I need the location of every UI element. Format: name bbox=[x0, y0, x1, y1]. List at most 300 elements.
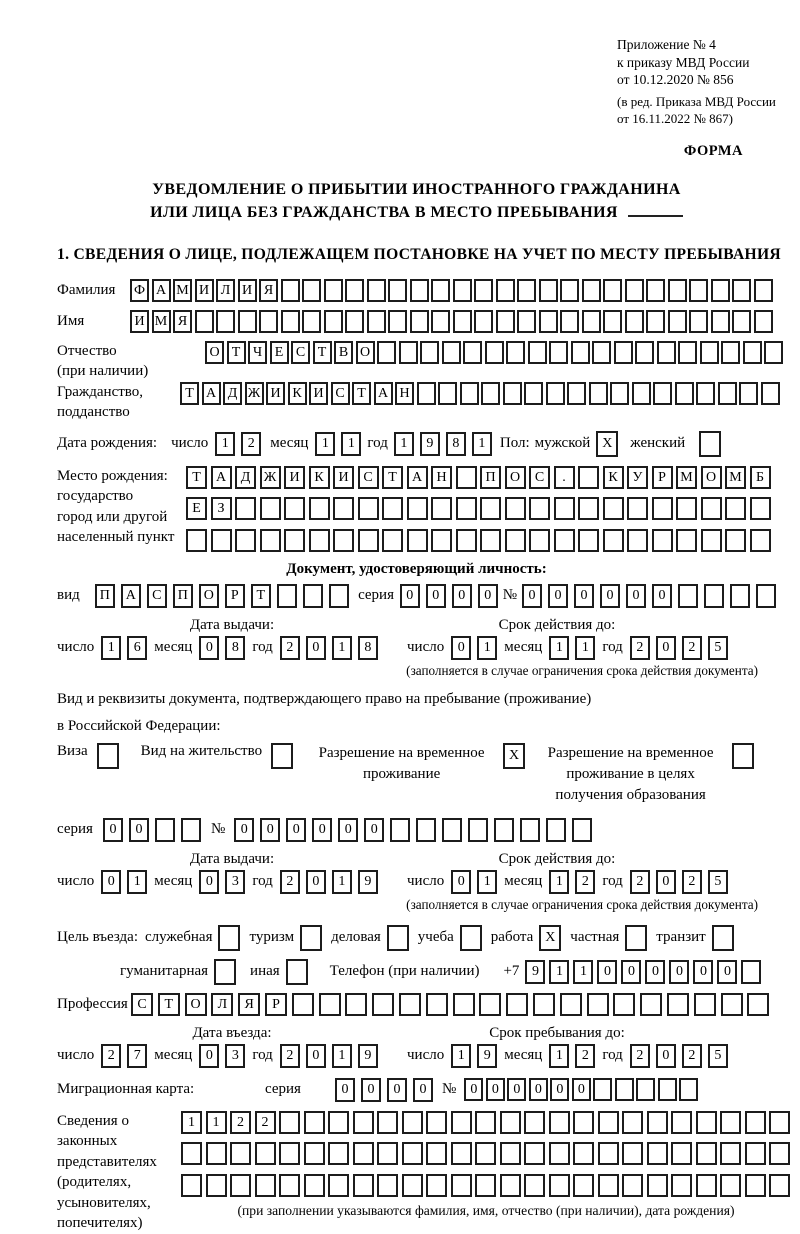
char-box[interactable] bbox=[505, 497, 526, 520]
char-box[interactable] bbox=[417, 382, 436, 405]
char-box[interactable]: 1 bbox=[341, 432, 361, 456]
char-box[interactable] bbox=[721, 341, 740, 364]
char-box[interactable] bbox=[431, 279, 450, 302]
char-box[interactable]: 0 bbox=[426, 584, 446, 608]
char-box[interactable]: 0 bbox=[656, 636, 676, 660]
char-box[interactable]: М bbox=[173, 279, 192, 302]
char-box[interactable] bbox=[407, 529, 428, 552]
char-box[interactable]: Ж bbox=[260, 466, 281, 489]
char-box[interactable]: А bbox=[152, 279, 171, 302]
char-box[interactable] bbox=[549, 1111, 570, 1134]
char-box[interactable]: 1 bbox=[181, 1111, 202, 1134]
char-box[interactable] bbox=[494, 818, 514, 842]
char-box[interactable] bbox=[549, 1174, 570, 1197]
char-box[interactable]: 0 bbox=[234, 818, 254, 842]
char-box[interactable] bbox=[560, 279, 579, 302]
char-box[interactable]: 0 bbox=[306, 636, 326, 660]
char-box[interactable] bbox=[304, 1142, 325, 1165]
char-box[interactable] bbox=[720, 1142, 741, 1165]
char-box[interactable]: X bbox=[539, 925, 561, 951]
char-box[interactable] bbox=[573, 1111, 594, 1134]
char-box[interactable]: 1 bbox=[549, 636, 569, 660]
char-box[interactable] bbox=[646, 310, 665, 333]
char-box[interactable]: 5 bbox=[708, 870, 728, 894]
char-box[interactable]: Т bbox=[251, 584, 271, 608]
char-box[interactable]: 2 bbox=[575, 1044, 595, 1068]
char-box[interactable]: 3 bbox=[225, 1044, 245, 1068]
char-box[interactable] bbox=[678, 341, 697, 364]
char-box[interactable]: 2 bbox=[280, 636, 300, 660]
char-box[interactable] bbox=[387, 925, 409, 951]
char-box[interactable]: 2 bbox=[241, 432, 261, 456]
char-box[interactable] bbox=[475, 1174, 496, 1197]
char-box[interactable]: Т bbox=[313, 341, 332, 364]
char-box[interactable]: 2 bbox=[630, 1044, 650, 1068]
char-box[interactable] bbox=[286, 959, 308, 985]
char-box[interactable] bbox=[372, 993, 394, 1016]
char-box[interactable] bbox=[732, 310, 751, 333]
char-box[interactable] bbox=[505, 529, 526, 552]
char-box[interactable]: Д bbox=[235, 466, 256, 489]
char-box[interactable] bbox=[587, 993, 609, 1016]
char-box[interactable] bbox=[345, 279, 364, 302]
char-box[interactable] bbox=[442, 818, 462, 842]
char-box[interactable] bbox=[696, 1111, 717, 1134]
char-box[interactable] bbox=[668, 310, 687, 333]
char-box[interactable]: Л bbox=[216, 279, 235, 302]
char-box[interactable] bbox=[730, 584, 750, 608]
char-box[interactable] bbox=[367, 279, 386, 302]
char-box[interactable] bbox=[567, 382, 586, 405]
char-box[interactable] bbox=[277, 584, 297, 608]
char-box[interactable] bbox=[754, 310, 773, 333]
char-box[interactable]: Б bbox=[750, 466, 771, 489]
char-box[interactable]: К bbox=[309, 466, 330, 489]
char-box[interactable]: 0 bbox=[199, 636, 219, 660]
char-box[interactable]: 0 bbox=[529, 1078, 548, 1101]
char-box[interactable] bbox=[533, 993, 555, 1016]
char-box[interactable] bbox=[463, 341, 482, 364]
char-box[interactable] bbox=[745, 1174, 766, 1197]
char-box[interactable] bbox=[603, 497, 624, 520]
char-box[interactable] bbox=[646, 279, 665, 302]
char-box[interactable] bbox=[647, 1111, 668, 1134]
char-box[interactable]: Е bbox=[270, 341, 289, 364]
char-box[interactable]: Ф bbox=[130, 279, 149, 302]
char-box[interactable]: С bbox=[131, 993, 153, 1016]
char-box[interactable]: 0 bbox=[522, 584, 542, 608]
char-box[interactable]: 0 bbox=[645, 960, 665, 984]
char-box[interactable]: У bbox=[627, 466, 648, 489]
char-box[interactable]: 0 bbox=[572, 1078, 591, 1101]
char-box[interactable]: П bbox=[480, 466, 501, 489]
char-box[interactable] bbox=[506, 341, 525, 364]
char-box[interactable]: Ж bbox=[245, 382, 264, 405]
char-box[interactable] bbox=[653, 382, 672, 405]
char-box[interactable] bbox=[761, 382, 780, 405]
char-box[interactable] bbox=[438, 382, 457, 405]
char-box[interactable]: 1 bbox=[477, 870, 497, 894]
char-box[interactable]: 1 bbox=[575, 636, 595, 660]
char-box[interactable] bbox=[451, 1174, 472, 1197]
char-box[interactable] bbox=[573, 1174, 594, 1197]
char-box[interactable] bbox=[431, 310, 450, 333]
char-box[interactable] bbox=[303, 584, 323, 608]
char-box[interactable] bbox=[377, 1142, 398, 1165]
char-box[interactable]: Р bbox=[225, 584, 245, 608]
char-box[interactable] bbox=[475, 1111, 496, 1134]
char-box[interactable] bbox=[300, 925, 322, 951]
char-box[interactable]: Л bbox=[211, 993, 233, 1016]
char-box[interactable] bbox=[235, 529, 256, 552]
char-box[interactable]: Я bbox=[259, 279, 278, 302]
char-box[interactable] bbox=[750, 529, 771, 552]
char-box[interactable]: 0 bbox=[652, 584, 672, 608]
char-box[interactable] bbox=[718, 382, 737, 405]
char-box[interactable] bbox=[402, 1174, 423, 1197]
char-box[interactable] bbox=[750, 497, 771, 520]
char-box[interactable]: 1 bbox=[549, 1044, 569, 1068]
char-box[interactable] bbox=[539, 310, 558, 333]
char-box[interactable] bbox=[678, 584, 698, 608]
char-box[interactable] bbox=[769, 1142, 790, 1165]
char-box[interactable]: 6 bbox=[127, 636, 147, 660]
char-box[interactable]: О bbox=[205, 341, 224, 364]
char-box[interactable]: 0 bbox=[656, 1044, 676, 1068]
char-box[interactable] bbox=[657, 341, 676, 364]
char-box[interactable] bbox=[720, 1174, 741, 1197]
char-box[interactable] bbox=[284, 529, 305, 552]
char-box[interactable] bbox=[675, 382, 694, 405]
char-box[interactable] bbox=[679, 1078, 698, 1101]
char-box[interactable] bbox=[754, 279, 773, 302]
char-box[interactable] bbox=[625, 279, 644, 302]
char-box[interactable]: . bbox=[554, 466, 575, 489]
char-box[interactable]: 0 bbox=[548, 584, 568, 608]
char-box[interactable] bbox=[622, 1174, 643, 1197]
char-box[interactable] bbox=[578, 497, 599, 520]
char-box[interactable] bbox=[711, 310, 730, 333]
char-box[interactable] bbox=[603, 310, 622, 333]
char-box[interactable]: 0 bbox=[600, 584, 620, 608]
char-box[interactable] bbox=[216, 310, 235, 333]
char-box[interactable]: 2 bbox=[280, 1044, 300, 1068]
char-box[interactable] bbox=[546, 818, 566, 842]
char-box[interactable] bbox=[524, 382, 543, 405]
char-box[interactable] bbox=[451, 1111, 472, 1134]
char-box[interactable] bbox=[529, 529, 550, 552]
char-box[interactable] bbox=[614, 341, 633, 364]
char-box[interactable] bbox=[259, 310, 278, 333]
char-box[interactable]: 0 bbox=[199, 870, 219, 894]
char-box[interactable] bbox=[635, 341, 654, 364]
char-box[interactable] bbox=[407, 497, 428, 520]
char-box[interactable]: И bbox=[284, 466, 305, 489]
char-box[interactable] bbox=[745, 1142, 766, 1165]
char-box[interactable] bbox=[255, 1142, 276, 1165]
char-box[interactable] bbox=[480, 529, 501, 552]
char-box[interactable]: 1 bbox=[127, 870, 147, 894]
char-box[interactable] bbox=[743, 341, 762, 364]
char-box[interactable] bbox=[701, 529, 722, 552]
char-box[interactable]: А bbox=[202, 382, 221, 405]
char-box[interactable] bbox=[474, 310, 493, 333]
char-box[interactable] bbox=[377, 1111, 398, 1134]
char-box[interactable] bbox=[560, 993, 582, 1016]
char-box[interactable]: 1 bbox=[332, 1044, 352, 1068]
char-box[interactable] bbox=[578, 529, 599, 552]
char-box[interactable] bbox=[479, 993, 501, 1016]
char-box[interactable] bbox=[390, 818, 410, 842]
char-box[interactable] bbox=[426, 1142, 447, 1165]
char-box[interactable] bbox=[721, 993, 743, 1016]
char-box[interactable] bbox=[468, 818, 488, 842]
char-box[interactable] bbox=[769, 1111, 790, 1134]
char-box[interactable] bbox=[647, 1142, 668, 1165]
char-box[interactable] bbox=[613, 993, 635, 1016]
char-box[interactable] bbox=[304, 1174, 325, 1197]
char-box[interactable] bbox=[632, 382, 651, 405]
char-box[interactable] bbox=[453, 993, 475, 1016]
char-box[interactable] bbox=[345, 310, 364, 333]
char-box[interactable] bbox=[399, 341, 418, 364]
char-box[interactable] bbox=[582, 310, 601, 333]
char-box[interactable] bbox=[284, 497, 305, 520]
char-box[interactable] bbox=[211, 529, 232, 552]
char-box[interactable] bbox=[610, 382, 629, 405]
char-box[interactable]: А bbox=[407, 466, 428, 489]
char-box[interactable] bbox=[554, 529, 575, 552]
char-box[interactable] bbox=[668, 279, 687, 302]
char-box[interactable]: 0 bbox=[103, 818, 123, 842]
char-box[interactable]: П bbox=[173, 584, 193, 608]
char-box[interactable] bbox=[328, 1142, 349, 1165]
char-box[interactable] bbox=[573, 1142, 594, 1165]
char-box[interactable] bbox=[496, 279, 515, 302]
char-box[interactable]: 0 bbox=[387, 1078, 407, 1102]
char-box[interactable] bbox=[503, 382, 522, 405]
char-box[interactable] bbox=[520, 818, 540, 842]
char-box[interactable]: О bbox=[505, 466, 526, 489]
char-box[interactable]: 8 bbox=[225, 636, 245, 660]
char-box[interactable] bbox=[598, 1111, 619, 1134]
char-box[interactable]: 0 bbox=[335, 1078, 355, 1102]
char-box[interactable]: 0 bbox=[626, 584, 646, 608]
char-box[interactable] bbox=[725, 497, 746, 520]
char-box[interactable]: И bbox=[130, 310, 149, 333]
char-box[interactable]: 0 bbox=[312, 818, 332, 842]
char-box[interactable] bbox=[319, 993, 341, 1016]
char-box[interactable] bbox=[689, 279, 708, 302]
char-box[interactable] bbox=[324, 310, 343, 333]
char-box[interactable] bbox=[560, 310, 579, 333]
char-box[interactable]: 0 bbox=[693, 960, 713, 984]
char-box[interactable]: С bbox=[358, 466, 379, 489]
char-box[interactable]: 0 bbox=[574, 584, 594, 608]
char-box[interactable] bbox=[474, 279, 493, 302]
char-box[interactable]: 1 bbox=[215, 432, 235, 456]
char-box[interactable]: М bbox=[676, 466, 697, 489]
char-box[interactable] bbox=[741, 960, 761, 984]
char-box[interactable]: 0 bbox=[413, 1078, 433, 1102]
char-box[interactable] bbox=[622, 1142, 643, 1165]
char-box[interactable] bbox=[186, 529, 207, 552]
char-box[interactable] bbox=[353, 1142, 374, 1165]
char-box[interactable] bbox=[694, 993, 716, 1016]
char-box[interactable] bbox=[539, 279, 558, 302]
char-box[interactable] bbox=[345, 993, 367, 1016]
char-box[interactable] bbox=[416, 818, 436, 842]
char-box[interactable]: 0 bbox=[478, 584, 498, 608]
char-box[interactable] bbox=[517, 279, 536, 302]
char-box[interactable]: Р bbox=[652, 466, 673, 489]
char-box[interactable]: 1 bbox=[549, 870, 569, 894]
char-box[interactable] bbox=[155, 818, 175, 842]
char-box[interactable]: И bbox=[309, 382, 328, 405]
char-box[interactable] bbox=[696, 382, 715, 405]
char-box[interactable] bbox=[676, 497, 697, 520]
char-box[interactable] bbox=[572, 818, 592, 842]
char-box[interactable] bbox=[546, 382, 565, 405]
char-box[interactable] bbox=[431, 529, 452, 552]
char-box[interactable] bbox=[475, 1142, 496, 1165]
char-box[interactable]: С bbox=[331, 382, 350, 405]
char-box[interactable] bbox=[353, 1174, 374, 1197]
char-box[interactable] bbox=[460, 925, 482, 951]
char-box[interactable] bbox=[652, 497, 673, 520]
char-box[interactable] bbox=[625, 310, 644, 333]
char-box[interactable] bbox=[652, 529, 673, 552]
char-box[interactable]: П bbox=[95, 584, 115, 608]
char-box[interactable] bbox=[402, 1111, 423, 1134]
char-box[interactable] bbox=[582, 279, 601, 302]
char-box[interactable] bbox=[181, 818, 201, 842]
char-box[interactable]: Н bbox=[431, 466, 452, 489]
char-box[interactable] bbox=[353, 1111, 374, 1134]
char-box[interactable] bbox=[636, 1078, 655, 1101]
char-box[interactable]: 7 bbox=[127, 1044, 147, 1068]
char-box[interactable] bbox=[328, 1174, 349, 1197]
char-box[interactable] bbox=[699, 431, 721, 457]
char-box[interactable]: 3 bbox=[225, 870, 245, 894]
char-box[interactable] bbox=[329, 584, 349, 608]
char-box[interactable] bbox=[281, 310, 300, 333]
char-box[interactable] bbox=[451, 1142, 472, 1165]
char-box[interactable] bbox=[485, 341, 504, 364]
char-box[interactable]: О bbox=[701, 466, 722, 489]
char-box[interactable]: 2 bbox=[682, 870, 702, 894]
char-box[interactable]: 1 bbox=[477, 636, 497, 660]
char-box[interactable]: 1 bbox=[332, 870, 352, 894]
char-box[interactable]: 2 bbox=[255, 1111, 276, 1134]
char-box[interactable]: Т bbox=[186, 466, 207, 489]
char-box[interactable] bbox=[712, 925, 734, 951]
char-box[interactable] bbox=[460, 382, 479, 405]
char-box[interactable] bbox=[667, 993, 689, 1016]
char-box[interactable] bbox=[238, 310, 257, 333]
char-box[interactable] bbox=[658, 1078, 677, 1101]
char-box[interactable] bbox=[195, 310, 214, 333]
char-box[interactable]: Е bbox=[186, 497, 207, 520]
char-box[interactable]: 0 bbox=[101, 870, 121, 894]
char-box[interactable] bbox=[367, 310, 386, 333]
char-box[interactable]: 0 bbox=[306, 870, 326, 894]
char-box[interactable]: 1 bbox=[315, 432, 335, 456]
char-box[interactable] bbox=[598, 1174, 619, 1197]
char-box[interactable]: 9 bbox=[420, 432, 440, 456]
char-box[interactable] bbox=[627, 529, 648, 552]
char-box[interactable]: 0 bbox=[451, 636, 471, 660]
char-box[interactable] bbox=[456, 529, 477, 552]
char-box[interactable]: 9 bbox=[358, 870, 378, 894]
char-box[interactable]: А bbox=[211, 466, 232, 489]
char-box[interactable] bbox=[732, 279, 751, 302]
char-box[interactable] bbox=[97, 743, 119, 769]
char-box[interactable] bbox=[704, 584, 724, 608]
char-box[interactable] bbox=[281, 279, 300, 302]
char-box[interactable]: 0 bbox=[400, 584, 420, 608]
char-box[interactable] bbox=[549, 341, 568, 364]
char-box[interactable] bbox=[377, 341, 396, 364]
char-box[interactable]: 1 bbox=[472, 432, 492, 456]
char-box[interactable]: О bbox=[185, 993, 207, 1016]
char-box[interactable] bbox=[739, 382, 758, 405]
char-box[interactable]: 0 bbox=[597, 960, 617, 984]
char-box[interactable] bbox=[333, 529, 354, 552]
char-box[interactable]: 1 bbox=[549, 960, 569, 984]
char-box[interactable] bbox=[571, 341, 590, 364]
char-box[interactable]: Н bbox=[395, 382, 414, 405]
char-box[interactable] bbox=[578, 466, 599, 489]
char-box[interactable]: 0 bbox=[550, 1078, 569, 1101]
char-box[interactable] bbox=[426, 1174, 447, 1197]
char-box[interactable] bbox=[456, 466, 477, 489]
char-box[interactable]: 1 bbox=[451, 1044, 471, 1068]
char-box[interactable]: 0 bbox=[199, 1044, 219, 1068]
char-box[interactable]: 5 bbox=[708, 1044, 728, 1068]
char-box[interactable] bbox=[431, 497, 452, 520]
char-box[interactable] bbox=[302, 279, 321, 302]
char-box[interactable]: 0 bbox=[338, 818, 358, 842]
char-box[interactable]: 0 bbox=[717, 960, 737, 984]
char-box[interactable]: 0 bbox=[260, 818, 280, 842]
char-box[interactable]: X bbox=[503, 743, 525, 769]
char-box[interactable] bbox=[230, 1174, 251, 1197]
char-box[interactable] bbox=[456, 497, 477, 520]
char-box[interactable]: С bbox=[147, 584, 167, 608]
char-box[interactable] bbox=[420, 341, 439, 364]
char-box[interactable] bbox=[671, 1111, 692, 1134]
char-box[interactable] bbox=[711, 279, 730, 302]
char-box[interactable]: 2 bbox=[682, 636, 702, 660]
char-box[interactable]: 1 bbox=[101, 636, 121, 660]
char-box[interactable] bbox=[689, 310, 708, 333]
char-box[interactable] bbox=[382, 497, 403, 520]
char-box[interactable] bbox=[279, 1111, 300, 1134]
char-box[interactable] bbox=[696, 1174, 717, 1197]
char-box[interactable] bbox=[358, 529, 379, 552]
char-box[interactable]: Р bbox=[265, 993, 287, 1016]
char-box[interactable] bbox=[625, 925, 647, 951]
char-box[interactable] bbox=[453, 310, 472, 333]
char-box[interactable]: Т bbox=[227, 341, 246, 364]
char-box[interactable] bbox=[333, 497, 354, 520]
char-box[interactable]: 1 bbox=[332, 636, 352, 660]
char-box[interactable]: Я bbox=[173, 310, 192, 333]
char-box[interactable]: 2 bbox=[630, 870, 650, 894]
char-box[interactable]: С bbox=[529, 466, 550, 489]
char-box[interactable] bbox=[496, 310, 515, 333]
